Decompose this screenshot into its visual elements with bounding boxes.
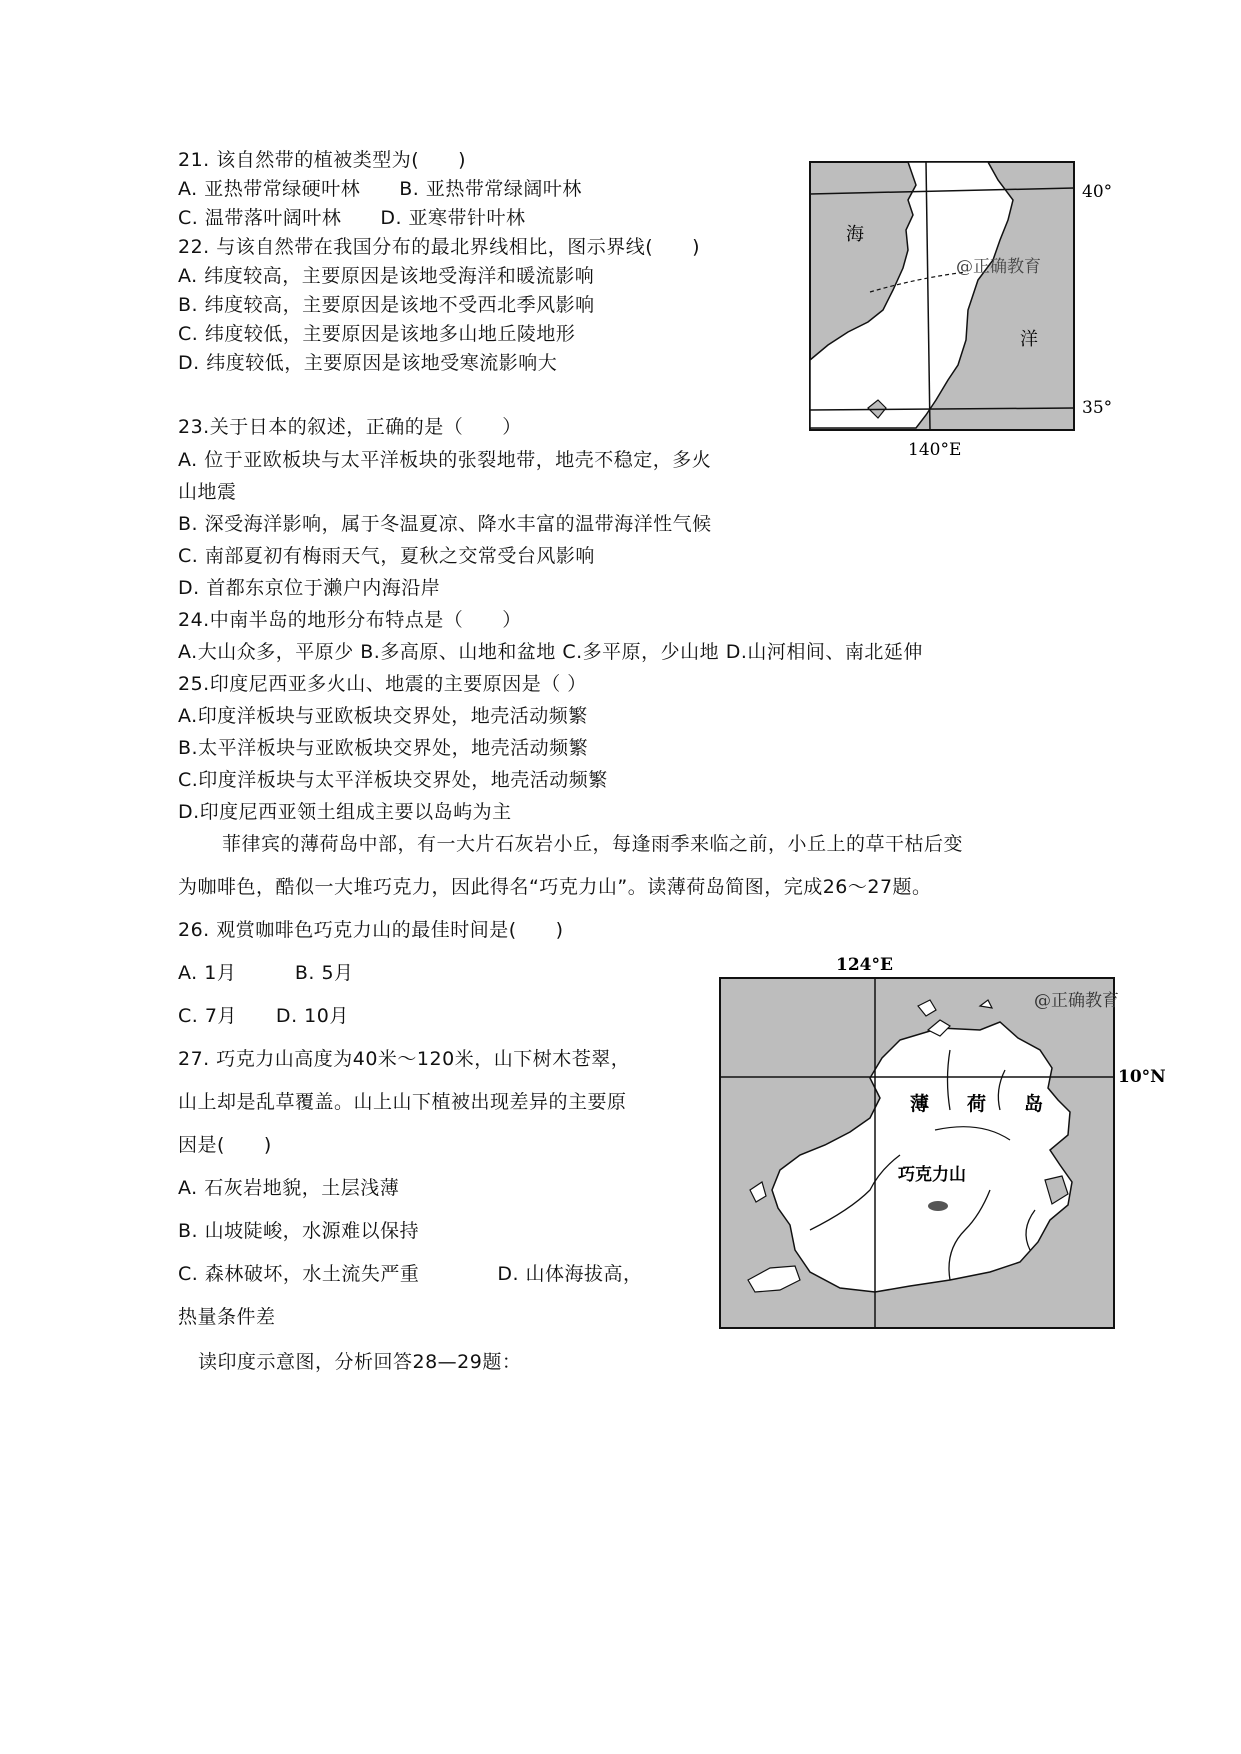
- text-line-q26-cd: C. 7月 D. 10月: [178, 1005, 349, 1027]
- text-line-q24: 24.中南半岛的地形分布特点是（ ）: [178, 609, 522, 631]
- text-line-q23-a2: 山地震: [178, 481, 237, 503]
- island-label: 薄 荷 岛: [910, 1093, 1044, 1115]
- text-line-intro-2: 为咖啡色，酷似一大堆巧克力，因此得名“巧克力山”。读薄荷岛简图，完成26～27题。: [178, 876, 932, 898]
- text-line-q22-c: C. 纬度较低，主要原因是该地多山地丘陵地形: [178, 323, 576, 345]
- text-line-q22-b: B. 纬度较高，主要原因是该地不受西北季风影响: [178, 294, 595, 316]
- text-line-q27-3: 因是( ): [178, 1134, 272, 1156]
- lat-label-north: 40°: [1082, 182, 1113, 202]
- text-line-q26: 26. 观赏咖啡色巧克力山的最佳时间是( ): [178, 919, 564, 941]
- text-line-q23-a1: A. 位于亚欧板块与太平洋板块的张裂地带，地壳不稳定，多火: [178, 449, 712, 471]
- text-line-q24-opts: A.大山众多，平原少 B.多高原、山地和盆地 C.多平原，少山地 D.山河相间、南北延伸: [178, 641, 923, 663]
- text-line-q22-a: A. 纬度较高，主要原因是该地受海洋和暖流影响: [178, 265, 595, 287]
- chocolate-hill-marker: [928, 1201, 948, 1211]
- watermark: @正确教育: [1034, 991, 1119, 1011]
- text-line-intro-1: 菲律宾的薄荷岛中部，有一大片石灰岩小丘，每逢雨季来临之前，小丘上的草干枯后变: [222, 833, 964, 855]
- text-line-q25-d: D.印度尼西亚领土组成主要以岛屿为主: [178, 801, 512, 823]
- watermark: @正确教育: [956, 257, 1041, 277]
- text-line-q23-d: D. 首都东京位于濑户内海沿岸: [178, 577, 441, 599]
- sea-label-2: 洋: [1020, 329, 1038, 350]
- text-line-q26-ab: A. 1月 B. 5月: [178, 962, 354, 984]
- text-line-q27-1: 27. 巧克力山高度为40米～120米，山下树木苍翠，: [178, 1048, 631, 1070]
- text-line-q21-ab: A. 亚热带常绿硬叶林 B. 亚热带常绿阔叶林: [178, 178, 582, 200]
- text-line-q25-a: A.印度洋板块与亚欧板块交界处，地壳活动频繁: [178, 705, 588, 727]
- text-line-q23-b: B. 深受海洋影响，属于冬温夏凉、降水丰富的温带海洋性气候: [178, 513, 712, 535]
- text-line-q22-d: D. 纬度较低，主要原因是该地受寒流影响大: [178, 352, 558, 374]
- text-line-q27-d2: 热量条件差: [178, 1306, 276, 1328]
- text-line-q21: 21. 该自然带的植被类型为( ): [178, 149, 467, 171]
- text-line-q28-intro: 读印度示意图，分析回答28—29题：: [198, 1351, 522, 1373]
- lon-label: 124°E: [836, 955, 893, 975]
- hill-label: 巧克力山: [898, 1165, 966, 1185]
- text-line-q27-a: A. 石灰岩地貌，土层浅薄: [178, 1177, 400, 1199]
- text-line-q22: 22. 与该自然带在我国分布的最北界线相比，图示界线( ): [178, 236, 701, 258]
- text-line-q27-b: B. 山坡陡峻，水源难以保持: [178, 1220, 420, 1242]
- text-line-q23-c: C. 南部夏初有梅雨天气，夏秋之交常受台风影响: [178, 545, 595, 567]
- sea-label-1: 海: [846, 224, 864, 245]
- lat-label: 10°N: [1118, 1067, 1166, 1087]
- text-line-q25-b: B.太平洋板块与亚欧板块交界处，地壳活动频繁: [178, 737, 589, 759]
- text-line-q25-c: C.印度洋板块与太平洋板块交界处，地壳活动频繁: [178, 769, 608, 791]
- bohol-map: [700, 950, 1170, 1330]
- text-line-q25: 25.印度尼西亚多火山、地震的主要原因是（ ）: [178, 673, 587, 695]
- lat-label-south: 35°: [1082, 398, 1113, 418]
- text-line-q23: 23.关于日本的叙述，正确的是（ ）: [178, 416, 522, 438]
- text-line-q21-cd: C. 温带落叶阔叶林 D. 亚寒带针叶林: [178, 207, 526, 229]
- japan-map: [808, 160, 1128, 460]
- text-line-q27-cd: C. 森林破坏，水土流失严重 D. 山体海拔高，: [178, 1263, 643, 1285]
- text-line-q27-2: 山上却是乱草覆盖。山上山下植被出现差异的主要原: [178, 1091, 627, 1113]
- lon-label: 140°E: [908, 440, 962, 460]
